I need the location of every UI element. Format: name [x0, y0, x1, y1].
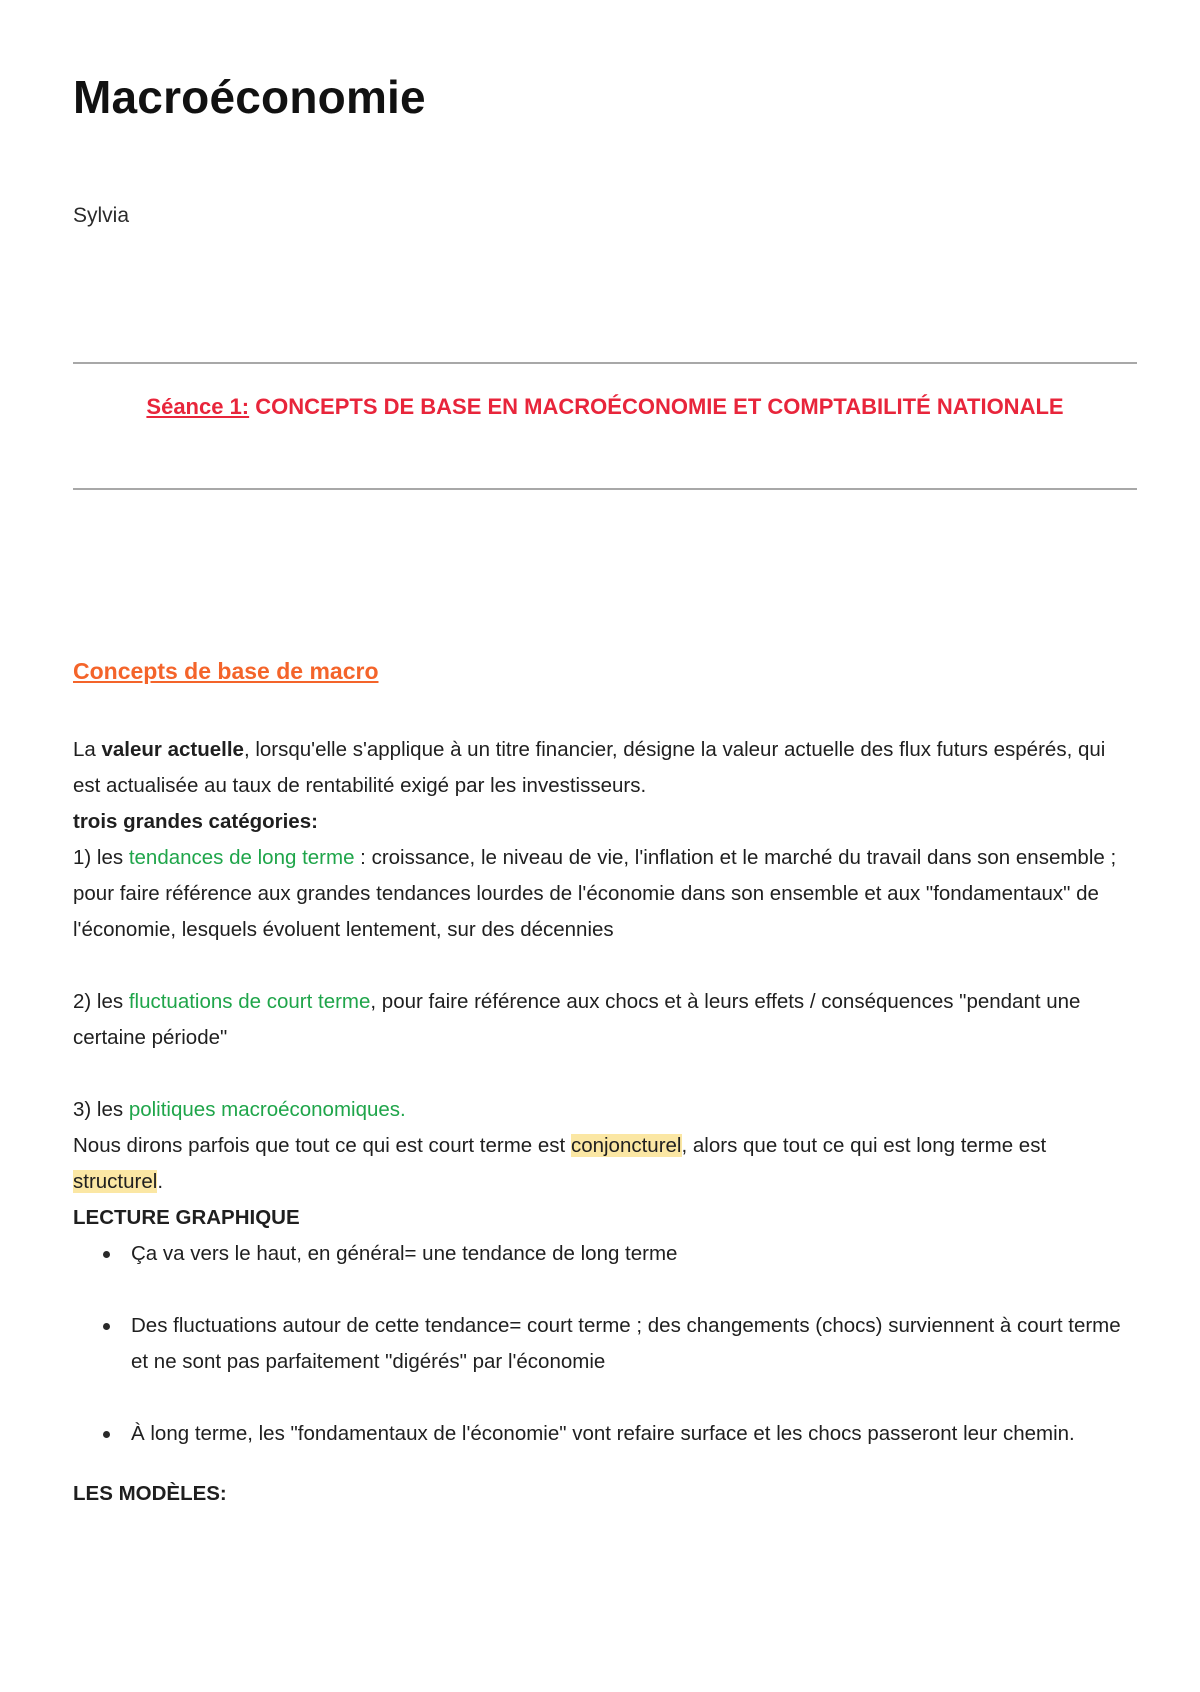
conjoncture-text-3: .: [157, 1170, 164, 1193]
lecture-heading: LECTURE GRAPHIQUE: [73, 1206, 300, 1229]
divider-top: [73, 362, 1137, 364]
category-1-term: tendances de long terme: [128, 846, 355, 869]
category-1-text: : croissance, le niveau de vie, l'inflation et le marché du travail dans son ensemble ; pour faire référence aux grandes tendances lourdes de l'économie dans son ensemble et aux "fondamentaux" de l'économie, lesquels évoluent lentement, sur des décennies: [73, 846, 1117, 941]
session-title-block: [73, 388, 1137, 425]
models-heading: LES MODÈLES:: [73, 1482, 227, 1505]
list-item: Ça va vers le haut, en général= une tendance de long terme: [131, 1236, 1137, 1272]
category-item-2: [73, 984, 1137, 1056]
list-item: À long terme, les "fondamentaux de l'économie" vont refaire surface et les chocs passeront leur chemin.: [131, 1416, 1137, 1452]
category-2-term: fluctuations de court terme: [128, 990, 371, 1013]
author-name: Sylvia: [73, 204, 130, 227]
value-paragraph: [73, 732, 1137, 804]
document-title: Macroéconomie: [73, 71, 426, 123]
category-3-prefix: 3) les: [73, 1098, 129, 1121]
session-title: CONCEPTS DE BASE EN MACROÉCONOMIE ET COMPTABILITÉ NATIONALE: [249, 394, 1064, 419]
value-text: , lorsqu'elle s'applique à un titre financier, désigne la valeur actuelle des flux futurs espérés, qui est actualisée au taux de rentabilité exigé par les investisseurs.: [73, 738, 1106, 797]
conjoncture-paragraph: [73, 1128, 1137, 1200]
category-3-term: politiques macroéconomiques.: [128, 1098, 406, 1121]
lecture-bullet-list: [73, 1236, 1137, 1452]
category-item-1: [73, 840, 1137, 948]
category-1-prefix: 1) les: [73, 846, 129, 869]
list-item: Des fluctuations autour de cette tendance= court terme ; des changements (chocs) surviennent à court terme et ne sont pas parfaitement "digérés" par l'économie: [131, 1308, 1137, 1380]
category-item-3: [73, 1092, 1137, 1128]
value-term: valeur actuelle: [101, 738, 244, 761]
conjoncture-text-1: Nous dirons parfois que tout ce qui est court terme est: [73, 1134, 571, 1157]
document-body: [73, 732, 1137, 1512]
value-prefix: La: [73, 738, 102, 761]
spacer: [73, 948, 1137, 984]
divider-bottom: [73, 488, 1137, 490]
highlight-structurel: structurel: [73, 1170, 158, 1193]
category-2-prefix: 2) les: [73, 990, 129, 1013]
conjoncture-text-2: , alors que tout ce qui est long terme est: [681, 1134, 1047, 1157]
categories-heading: trois grandes catégories:: [73, 810, 318, 833]
session-label: Séance 1:: [146, 394, 250, 419]
category-2-text: , pour faire référence aux chocs et à leurs effets / conséquences "pendant une certaine période": [73, 990, 1081, 1049]
spacer: [73, 1056, 1137, 1092]
section-heading: Concepts de base de macro: [73, 658, 379, 684]
highlight-conjoncturel: conjoncturel: [570, 1134, 682, 1157]
